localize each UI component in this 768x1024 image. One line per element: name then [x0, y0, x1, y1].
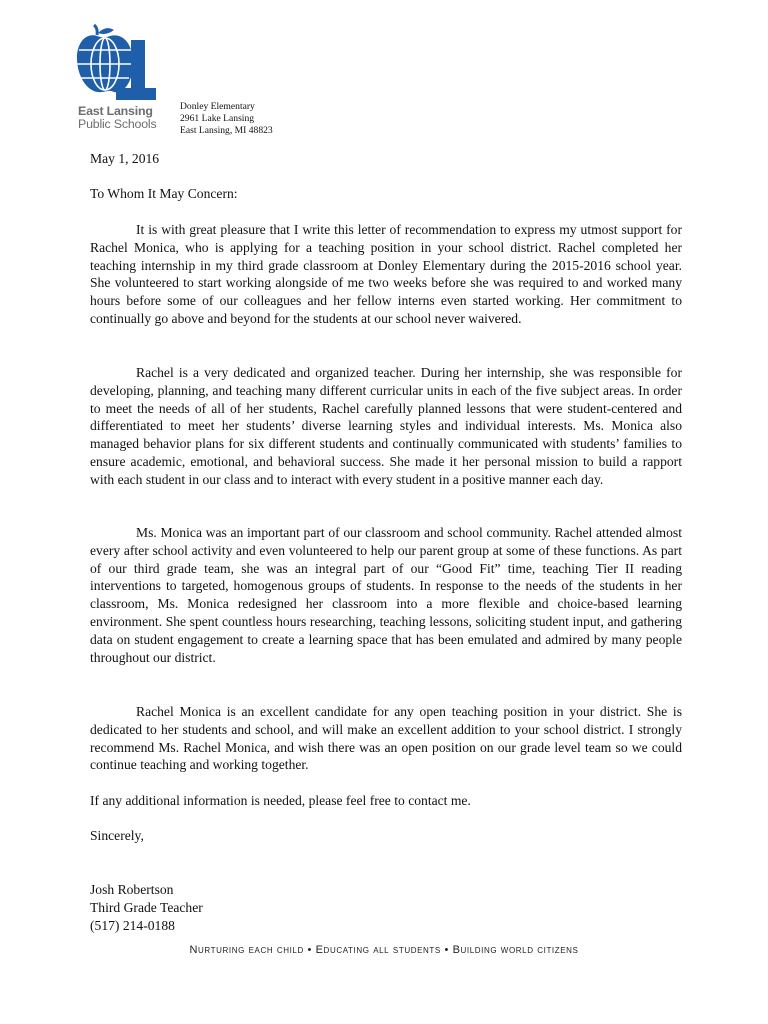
- globe-apple-icon: [76, 24, 160, 104]
- signer-phone: (517) 214-0188: [90, 918, 175, 933]
- closing: Sincerely,: [90, 828, 144, 843]
- signature-block: [90, 881, 203, 935]
- address-line: 2961 Lake Lansing: [180, 113, 255, 124]
- address-line: East Lansing, MI 48823: [180, 125, 273, 136]
- signer-name: Josh Robertson: [90, 882, 174, 897]
- letter-date: May 1, 2016: [90, 151, 160, 166]
- district-logo: [76, 24, 160, 134]
- body-paragraph: Ms. Monica was an important part of our classroom and school community. Rachel attended almost every after school activity and even volunteered to help our parent group at some of these functions. As part of our third grade team, she was an integral part of our “Good Fit” time, teaching Tier II reading interventions to targeted, homogenous groups of students. In response to the needs of the students in her classroom, Ms. Monica redesigned her classroom into a more flexible and choice-based learning environment. She spent countless hours researching, teaching lessons, soliciting student input, and gathering data on student engagement to create a learning space that has been emulated and admired by many people throughout our district.: [90, 525, 682, 665]
- footer-motto: Nurturing each child • Educating all students • Building world citizens: [189, 944, 579, 956]
- body-paragraph: It is with great pleasure that I write this letter of recommendation to express my utmost support for Rachel Monica, who is applying for a teaching position in your school district. Rachel completed her teaching internship in my third grade classroom at Donley Elementary during the 2015-2016 school year. She volunteered to start working alongside of me two weeks before she was required to and worked many hours before some of our colleagues and her fellow interns even started working. Her commitment to continually go above and beyond for the students at our school never waivered.: [90, 222, 682, 326]
- salutation: To Whom It May Concern:: [90, 186, 238, 201]
- address-line: Donley Elementary: [180, 101, 255, 112]
- logo-line-1: East Lansing: [78, 104, 153, 118]
- body-paragraph: Rachel Monica is an excellent candidate for any open teaching position in your district. She is dedicated to her students and school, and will make an excellent addition to your school district. I strongly recommend Ms. Rachel Monica, and wish there was an open position on our grade level team so we could continue teaching and working together.: [90, 704, 682, 773]
- logo-line-2: Public Schools: [78, 117, 157, 131]
- contact-line: If any additional information is needed, please feel free to contact me.: [90, 793, 471, 808]
- signer-title: Third Grade Teacher: [90, 900, 203, 915]
- body-paragraph: Rachel is a very dedicated and organized teacher. During her internship, she was responsible for developing, planning, and teaching many different curricular units in each of the five subject areas. In order to meet the needs of all of her students, Rachel carefully planned lessons that were student-centered and differentiated to meet her students’ diverse learning styles and individual interests. Ms. Monica also managed behavior plans for six different students and continually communicated with students’ families to ensure academic, emotional, and behavioral success. She made it her personal mission to build a rapport with each student in our class and to interact with every student in a positive manner each day.: [90, 365, 682, 487]
- school-address: [180, 101, 273, 137]
